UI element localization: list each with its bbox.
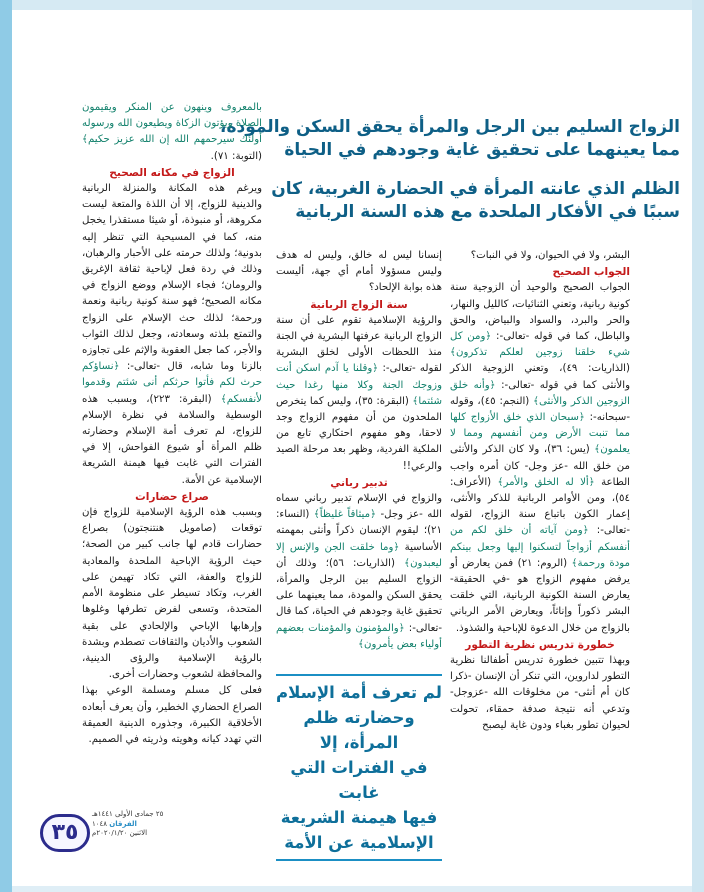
quran-verse: ﴿ومن كل شيء خلقنا زوجين لعلكم تذكرون﴾ xyxy=(450,331,630,359)
text-run: والرؤية الإسلامية تقوم على أن سنة الزواج الربانية عرفتها البشرية في الجنة منذ اللحظات الأولى لخلق البشرية لقوله -تعالى-: xyxy=(276,314,443,375)
headline-line: سببًا في الأفكار الملحدة مع هذه السنة الربانية xyxy=(295,202,680,222)
paragraph xyxy=(276,313,442,475)
magazine-brand: الفرقان xyxy=(109,819,137,828)
quran-verse: ﴿ميثاقاً غليظاً﴾ xyxy=(313,509,377,521)
text-run: والزواج في الإسلام تدبير رباني سماه الله -عز وجل- xyxy=(276,493,442,521)
text-run: (الروم: ٢١) فمن يعارض أو يرفض مفهوم الزواج هو -في الحقيقة- يعارض السنة الكونية الربانية، التي خلقت البشر ذكوراً وإناثاً، ويعارض الأمر الرباني بالزواج من خلال الدعوة للإباحية والشذوذ. xyxy=(450,557,630,634)
issue-info xyxy=(92,810,188,839)
text-run: (الأعراف: ٥٤)، ومن الأوامر الربانية للذكر والأنثى، إعمار الكون باتباع سنة الزواج، لقوله -تعالى-: xyxy=(450,476,630,537)
paragraph xyxy=(82,100,262,165)
pull-quote-line: فيها هيمنة الشريعة xyxy=(280,808,438,827)
paragraph: فعلى كل مسلم ومسلمة الوعي بهذا الصراع الحضاري الخطير، وأن يعرف أبعاده الأخلاقية الكبيرة، وجذوره الدينية العميقة التي تهدد كيانه وهويته وذريته في الصميم. xyxy=(82,685,262,745)
paragraph xyxy=(450,280,630,636)
quran-verse: ﴿وأنه خلق الزوجين الذكر والأنثى﴾ xyxy=(450,379,630,407)
headline-western-oppression xyxy=(271,178,680,224)
text-run: الجواب الصحيح والوحيد أن الزوجية سنة كونية ربانية، وتعني الثنائيات، كالليل والنهار، والحر والبرد، والسواد والبياض، والحق والباطل، كما في قوله -تعالى-: xyxy=(450,282,631,343)
quran-verse: ﴿وقلنا يا آدم اسكن أنت وزوجك الجنة وكلا منها رغدا حيث شئتما﴾ xyxy=(276,363,442,407)
quran-verse: ﴿ألا له الخلق والأمر﴾ xyxy=(497,476,595,488)
headline-line: الزواج السليم بين الرجل والمرأة يحقق السكن والمودة، xyxy=(220,117,680,137)
issue-date-gregorian: الاثنين ٢٠٢٠/١/٢٠م xyxy=(92,829,148,837)
issue-date-hijri: ٢٥ جمادى الأولى ١٤٤١هـ xyxy=(92,810,164,818)
quran-verse: بالمعروف وينهون عن المنكر ويقيمون الصلاة ويؤتون الزكاة ويطيعون الله ورسوله أولئك سيرحمهم الله إن الله عزيز حكيم﴾ xyxy=(82,102,262,146)
text-run: (البقرة: ٢٢٣)، وبسبب هذه الوسطية والسلامة في نظرة الإسلام للزواج، لم تعرف أمة الإسلام وحضارته ظلم المرأة أو شيوع الفواحش، إلا في الفترات التي غابت فيها هيمنة الشريعة الإسلامية عن الأمة. xyxy=(82,393,262,486)
text-run: (يس: ٣٦)، ولا كان الذكر والأنثى من خلق الله -عز وجل- كان أمره واجب الطاعة xyxy=(450,444,630,488)
quran-verse: ﴿وما خلقت الجن والإنس إلا ليعبدون﴾ xyxy=(276,541,442,569)
pull-quote-line: الإسلامية عن الأمة xyxy=(284,833,434,852)
pull-quote-line: في الفترات التي غابت xyxy=(290,758,428,802)
paragraph: وبهذا تتبين خطورة تدريس أطفالنا نظرية التطور لداروين، التي تنكر أن الإنسان -ذكرا كان أم أنثى- من مخلوقات الله -عزوجل- وتدعي أنه نتيجة صدفة حمقاء، تحولت لحيوان تطور بغباء ودون غاية ليصبح xyxy=(450,655,630,731)
text-run: (النساء: ٢١)؛ ليقوم الإنسان ذكراً وأنثى بمهمته الأساسية xyxy=(276,509,442,553)
quran-verse: ﴿ومن آياته أن خلق لكم من أنفسكم أزواجاً لتسكنوا إليها وجعل بينكم مودة ورحمة﴾ xyxy=(450,525,631,569)
headline-line: مما يعينهما على تحقيق غاية وجودهم في الحياة xyxy=(284,140,680,160)
headline-line: الظلم الذي عانته المرأة في الحضارة الغربية، كان xyxy=(271,179,680,199)
paragraph xyxy=(276,491,442,653)
subheading: صراع حضارات xyxy=(135,490,209,503)
paragraph: وبسبب هذه الرؤية الإسلامية للزواج فإن توقعات (صامويل هنتنجتون) بصراع حضارات قادم لها جانب كبير من الصحة؛ حيث الرؤية الإباحية الملحدة والمعادية للزواج والعفة، التي تكاد تهيمن على الغرب، وتكاد تسيطر على منظومة الأمم المتحدة، وتسعى لفرض تطرفها وغلوها وإرهابها الإباحي والإلحادي على بقية الشعوب والأديان والثقافات تصطدم وبشدة بالرؤية الإسلامية والرؤى الدينية، والمحافظة لشعوب وحضارات أخرى. xyxy=(82,507,262,681)
page-number-badge: ٣٥ xyxy=(40,814,90,852)
paragraph: إنسانا ليس له خالق، وليس له هدف وليس مسؤولا أمام أي جهة، أليست هذه بوابة الإلحاد؟ xyxy=(276,250,442,294)
subheading: تدبير رباني xyxy=(330,476,388,489)
quran-verse: ﴿والمؤمنون والمؤمنات بعضهم أولياء بعض يأمرون﴾ xyxy=(276,622,442,650)
text-run: (الذاريات: ٤٩)، وتعني الزوجية الذكر والأنثى كما في قوله -تعالى-: xyxy=(450,363,630,391)
paragraph: البشر، ولا في الحيوان، ولا في النبات؟ xyxy=(470,250,630,261)
right-margin-strip xyxy=(692,0,704,892)
text-run: (الذاريات: ٥٦)؛ وذلك أن الزواج السليم بين الرجل والمرأة، يحقق السكن والمودة، مما يعينهما على تحقيق غاية وجودهم في الحياة، كما قال -تعالى-: xyxy=(276,557,442,634)
top-margin xyxy=(0,0,704,10)
subheading: الزواج في مكانه الصحيح xyxy=(109,166,235,179)
article-column-left xyxy=(82,100,262,748)
magazine-brand-line xyxy=(92,820,188,830)
quran-verse: ﴿سبحان الذي خلق الأزواج كلها مما تنبت الأرض ومن أنفسهم ومما لا يعلمون﴾ xyxy=(450,412,630,456)
article-column-right xyxy=(450,248,630,734)
pull-quote-line: لم تعرف أمة الإسلام xyxy=(276,683,442,702)
subheading: الجواب الصحيح xyxy=(552,266,630,279)
pull-quote-line: وحضارته ظلم المرأة، إلا xyxy=(303,708,415,752)
subheading: سنة الزواج الربانية xyxy=(310,298,408,311)
text-run: (البقرة: ٣٥)، وليس كما يتخرص الملحدون من أن مفهوم الزواج وجد لاحقا، وهو مفهوم احتكاري تابع من الملكية الفردية، وظهر بعد مرحلة الصيد والرعي!! xyxy=(276,395,442,472)
text-run: (النجم: ٤٥)، وقوله -سبحانه-: xyxy=(450,395,630,424)
article-column-middle xyxy=(276,248,442,653)
paragraph xyxy=(82,181,262,489)
left-margin-strip xyxy=(0,0,12,892)
subheading: خطورة تدريس نظرية التطور xyxy=(465,638,615,651)
pull-quote xyxy=(276,674,442,861)
text-run: ويرغم هذه المكانة والمنزلة الربانية والدينية للزواج، إلا أن اللذة والمتعة ليست مكروهة، أو منبوذة، أو شيئا مستقذرا يخجل منه، كما في المسيحية التي تنظر إليه بدونية؛ ولذلك حرمته على الأحبار والرهبان، وذلك في ردة فعل لإباحية ثقافة الإغريق والرومان؛ فجاء الإسلام ووضع الزواج في مكانه الصحيح؛ فهو سنة كونية ربانية ونعمة ورحمة؛ لذلك حث الإسلام على الزواج والتمتع بلذته وسعادته، وجعل لذلك الثواب والأجر، كما جعل العقوبة والإثم على تجاوزه بالزنا وما شابه، قال -تعالى-: xyxy=(82,183,262,373)
text-run: (التوبة: ٧١). xyxy=(210,150,262,162)
quran-verse: ﴿نساؤكم حرث لكم فأتوا حرثكم أنى شئتم وقدموا لأنفسكم﴾ xyxy=(82,361,262,405)
issue-number: ١٠٤٨ xyxy=(92,819,108,828)
